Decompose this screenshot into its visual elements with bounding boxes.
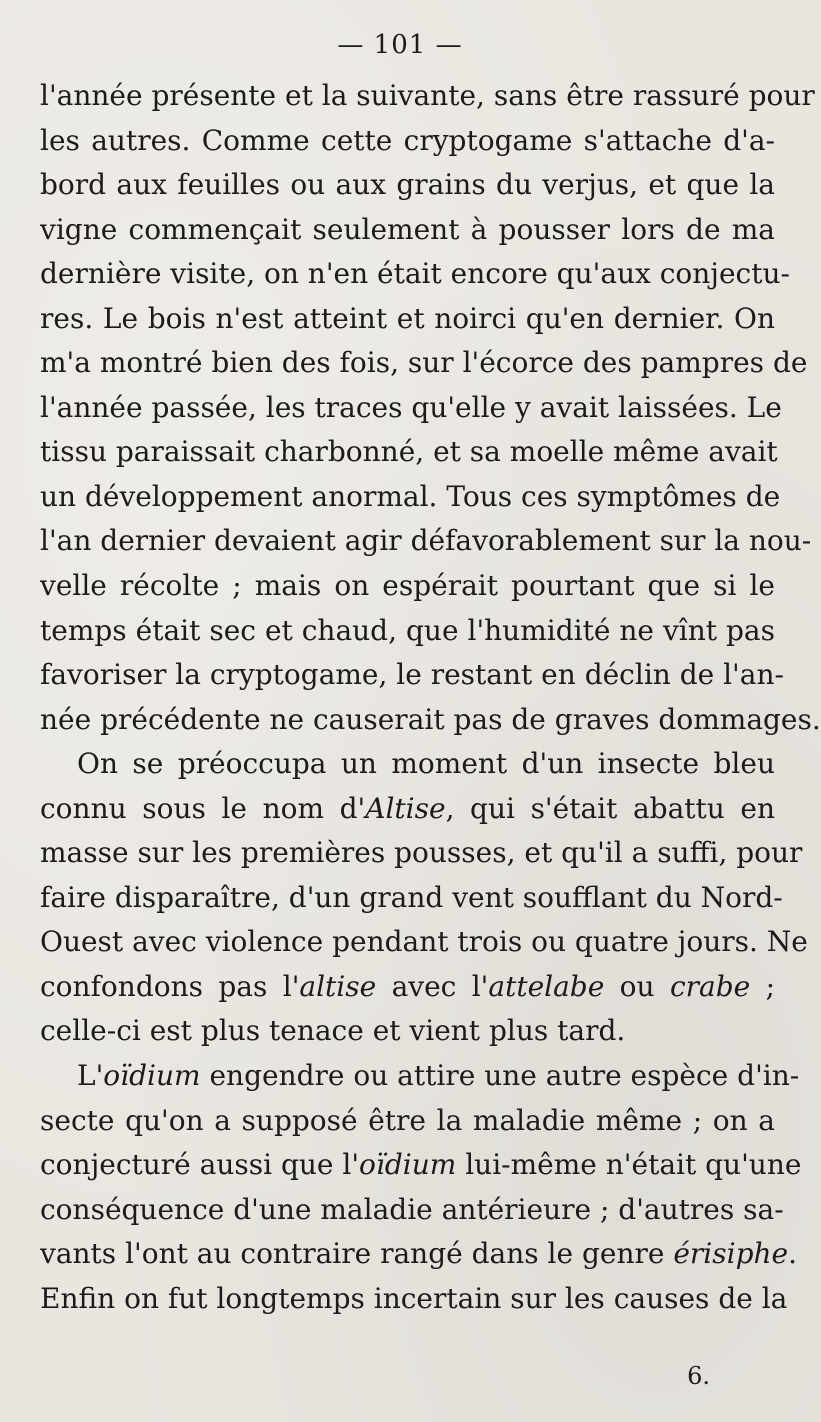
text-line — [40, 876, 783, 921]
text-line — [40, 475, 781, 520]
italic-term: oïdium — [359, 1148, 457, 1182]
text-run: un développement anormal. Tous ces symptômes de — [40, 479, 781, 513]
italic-term: altise — [299, 969, 377, 1003]
text-run: lui-même n'était qu'une — [456, 1148, 802, 1182]
text-run: celle-ci est plus tenace et vient plus tard. — [40, 1014, 626, 1048]
text-run: vigne commençait seulement à pousser lors de ma — [40, 212, 775, 246]
text-run: res. Le bois n'est atteint et noirci qu'en dernier. On — [40, 301, 775, 335]
text-line — [40, 119, 775, 164]
text-line — [40, 1277, 788, 1322]
text-run: tissu paraissait charbonné, et sa moelle même avait — [40, 435, 778, 469]
text-run: On se préoccupa un moment d'un insecte bleu — [77, 747, 775, 781]
italic-term: Altise — [365, 791, 446, 825]
text-run: les autres. Comme cette cryptogame s'attache d'a- — [40, 123, 775, 157]
text-line — [40, 1054, 800, 1099]
text-run: masse sur les premières pousses, et qu'il a suffi, pour — [40, 836, 803, 870]
text-line — [40, 831, 803, 876]
text-line — [40, 341, 808, 386]
text-line — [40, 430, 778, 475]
text-line — [40, 564, 775, 609]
text-run: , qui s'était abattu en — [445, 791, 775, 825]
text-run: conséquence d'une maladie antérieure ; d'autres sa- — [40, 1192, 784, 1226]
text-run: née précédente ne causerait pas de graves dommages. — [40, 702, 821, 736]
text-run: confondons pas l' — [40, 969, 300, 1003]
italic-term: érisiphe — [673, 1237, 789, 1271]
signature-mark: 6. — [687, 1362, 710, 1390]
text-line — [40, 787, 775, 832]
italic-term: crabe — [669, 969, 751, 1003]
text-line — [40, 252, 790, 297]
text-line — [40, 1232, 798, 1277]
text-run: . — [788, 1237, 798, 1271]
text-run: velle récolte ; mais on espérait pourtant que si le — [40, 569, 775, 603]
italic-term: attelabe — [488, 969, 605, 1003]
text-run: vants l'ont au contraire rangé dans le genre — [40, 1237, 674, 1271]
text-run: bord aux feuilles ou aux grains du verjus, et que la — [40, 168, 775, 202]
text-line — [40, 519, 812, 564]
text-line — [40, 742, 775, 787]
body-text — [40, 74, 821, 1321]
text-run: L' — [77, 1059, 104, 1093]
italic-term: oïdium — [103, 1059, 201, 1093]
text-run: avec l' — [376, 969, 489, 1003]
text-run: Enfin on fut longtemps incertain sur les causes de la — [40, 1281, 788, 1315]
text-run: l'année passée, les traces qu'elle y avait laissées. Le — [40, 390, 782, 424]
text-run: dernière visite, on n'en était encore qu'aux conjectu- — [40, 257, 790, 291]
text-line — [40, 609, 775, 654]
text-run: faire disparaître, d'un grand vent soufflant du Nord- — [40, 880, 783, 914]
text-run: engendre ou attire une autre espèce d'in- — [200, 1059, 800, 1093]
text-line — [40, 1143, 802, 1188]
text-line — [40, 920, 808, 965]
text-run: conjecturé aussi que l' — [40, 1148, 360, 1182]
text-line — [40, 1099, 775, 1144]
text-run: ; — [750, 969, 776, 1003]
text-run: l'année présente et la suivante, sans être rassuré pour — [40, 79, 815, 112]
text-run: l'an dernier devaient agir défavorablement sur la nou- — [40, 524, 812, 558]
text-run: favoriser la cryptogame, le restant en déclin de l'an- — [40, 658, 784, 692]
page-number: — 101 — — [337, 30, 463, 60]
text-line — [40, 386, 782, 431]
text-run: secte qu'on a supposé être la maladie même ; on a — [40, 1103, 775, 1137]
text-line — [40, 208, 775, 253]
text-line — [40, 163, 775, 208]
text-line — [40, 698, 821, 743]
text-line — [40, 74, 815, 119]
text-run: Ouest avec violence pendant trois ou quatre jours. Ne — [40, 925, 808, 959]
text-run: ou — [604, 969, 670, 1003]
text-line — [40, 1188, 784, 1233]
text-line — [40, 1009, 775, 1054]
text-run: temps était sec et chaud, que l'humidité ne vînt pas — [40, 613, 775, 647]
text-line — [40, 965, 775, 1010]
text-run: m'a montré bien des fois, sur l'écorce des pampres de — [40, 346, 808, 380]
text-run: connu sous le nom d' — [40, 791, 366, 825]
text-line — [40, 297, 775, 342]
text-line — [40, 653, 784, 698]
